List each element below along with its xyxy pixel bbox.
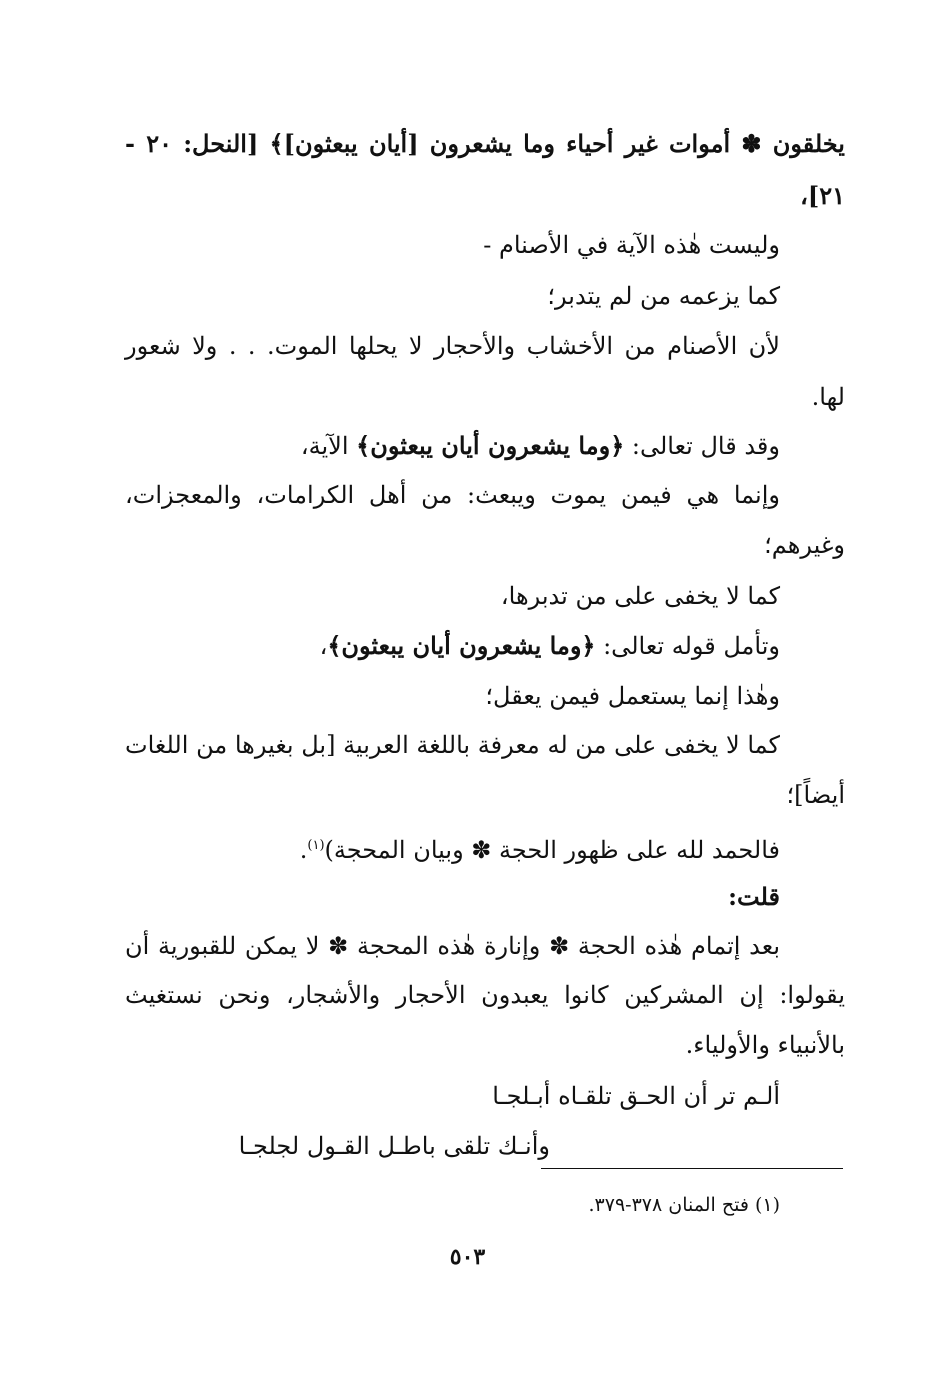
text-line-18: يقولوا: إن المشركين كانوا يعبدون الأحجار والأشجار، ونحن نستغيث bbox=[125, 981, 845, 1009]
text-line-6: لها. bbox=[811, 383, 845, 411]
quran-verse: يخلقون ✽ أموات غير أحياء وما يشعرون [أيان يبعثون]﴾ bbox=[269, 129, 845, 158]
text-line-2 bbox=[800, 176, 845, 216]
text-line-3: وليست هٰذه الآية في الأصنام - bbox=[483, 231, 780, 259]
text-line-1 bbox=[125, 124, 845, 164]
text-line-13: كما لا يخفى على من له معرفة باللغة العربية [بل بغيرها من اللغات bbox=[125, 731, 780, 759]
text-line-19: بالأنبياء والأولياء. bbox=[685, 1031, 845, 1059]
text-line-5: لأن الأصنام من الأخشاب والأحجار لا يحلها الموت. . . ولا شعور bbox=[125, 332, 780, 360]
text-line-8: وإنما هي فيمن يموت ويبعث: من أهل الكرامات، والمعجزات، bbox=[125, 481, 780, 509]
footnote-separator bbox=[541, 1168, 843, 1169]
verse-citation-end: ٢١]، bbox=[800, 181, 845, 210]
text-line-12: وهٰذا إنما يستعمل فيمن يعقل؛ bbox=[485, 682, 780, 710]
footnote: (١) فتح المنان ٣٧٨-٣٧٩. bbox=[588, 1194, 780, 1216]
quran-verse: ﴿وما يشعرون أيان يبعثون﴾ bbox=[327, 631, 596, 660]
text-line-15: فالحمد لله على ظهور الحجة ✽ وبيان المحجة)$^{(١)}$. bbox=[299, 836, 780, 864]
quran-verse: ﴿وما يشعرون أيان يبعثون﴾ bbox=[356, 431, 625, 460]
text-line-4: كما يزعمه من لم يتدبر؛ bbox=[547, 282, 780, 310]
poem-line-1: ألـم تر أن الحـق تلقـاه أبـلجـا bbox=[492, 1082, 780, 1110]
section-heading: قلت: bbox=[728, 882, 780, 911]
text-line-14: أيضاً]؛ bbox=[786, 781, 845, 809]
text-line-7: وقد قال تعالى: ﴿وما يشعرون أيان يبعثون﴾ الآية، bbox=[300, 431, 780, 460]
text-line-11: وتأمل قوله تعالى: ﴿وما يشعرون أيان يبعثون﴾، bbox=[319, 631, 780, 660]
text-line-17: بعد إتمام هٰذه الحجة ✽ وإنارة هٰذه المحجة ✽ لا يمكن للقبورية أن bbox=[125, 932, 780, 960]
poem-line-2: وأنـك تلقى باطـل القـول لجلجـا bbox=[238, 1132, 550, 1160]
verse-citation: [النحل: ٢٠ - bbox=[125, 129, 270, 158]
footnote-marker: (١) bbox=[307, 838, 325, 853]
page-number: ٥٠٣ bbox=[449, 1244, 486, 1270]
text-line-9: وغيرهم؛ bbox=[764, 531, 845, 559]
text-line-10: كما لا يخفى على من تدبرها، bbox=[500, 582, 780, 610]
